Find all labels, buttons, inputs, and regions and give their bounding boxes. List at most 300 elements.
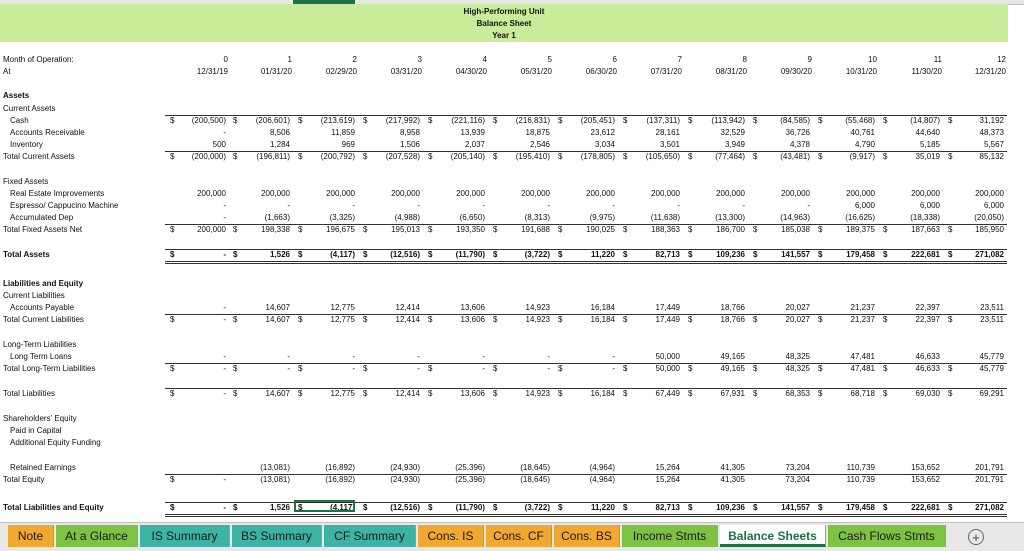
value-cell[interactable]: 68,718 xyxy=(850,389,875,398)
tab-income-stmts[interactable]: Income Stmts xyxy=(622,525,718,547)
currency-symbol: $ xyxy=(363,364,368,373)
value-cell[interactable]: - xyxy=(417,201,420,210)
value-cell[interactable]: 271,082 xyxy=(975,503,1004,512)
currency-symbol: $ xyxy=(558,250,563,259)
value-cell[interactable]: 5,567 xyxy=(983,140,1004,149)
value-cell[interactable]: 200,000 xyxy=(586,189,615,198)
value-cell[interactable]: 12,775 xyxy=(330,315,355,324)
value-cell[interactable]: 68,353 xyxy=(785,389,810,398)
value-cell[interactable]: 6,000 xyxy=(983,201,1004,210)
value-cell[interactable]: 15,264 xyxy=(655,475,680,484)
tab-cash-flows-stmts[interactable]: Cash Flows Stmts xyxy=(828,525,946,547)
value-cell[interactable]: 16,184 xyxy=(590,303,615,312)
value-cell[interactable]: (113,942) xyxy=(711,116,745,125)
value-cell[interactable]: 6,000 xyxy=(919,201,940,210)
value-cell[interactable]: (11,790) xyxy=(455,503,485,512)
value-cell[interactable]: 44,640 xyxy=(915,128,940,137)
currency-symbol: $ xyxy=(753,225,758,234)
value-cell[interactable]: 15,264 xyxy=(655,463,680,472)
value-cell[interactable]: 50,000 xyxy=(655,352,680,361)
value-cell[interactable]: (25,396) xyxy=(455,463,485,472)
value-cell[interactable]: 200,000 xyxy=(326,189,355,198)
period-date: 05/31/20 xyxy=(520,67,552,76)
value-cell[interactable]: 22,397 xyxy=(915,315,940,324)
value-cell[interactable]: 12,414 xyxy=(395,303,420,312)
value-cell[interactable]: 200,000 xyxy=(781,189,810,198)
value-cell[interactable]: 20,027 xyxy=(785,303,810,312)
value-cell[interactable]: 14,607 xyxy=(265,303,290,312)
value-cell[interactable]: 45,779 xyxy=(979,364,1004,373)
currency-symbol: $ xyxy=(753,389,758,398)
currency-symbol: $ xyxy=(298,225,303,234)
value-cell[interactable]: 188,363 xyxy=(651,225,680,234)
value-cell[interactable]: - xyxy=(287,352,290,361)
value-cell[interactable]: (16,625) xyxy=(845,213,875,222)
value-cell[interactable]: 45,779 xyxy=(979,352,1004,361)
value-cell[interactable]: (9,917) xyxy=(849,152,875,161)
tab-cons-is[interactable]: Cons. IS xyxy=(418,525,484,547)
month-number: 12 xyxy=(997,55,1006,64)
value-cell[interactable]: (213,619) xyxy=(320,116,355,125)
value-cell[interactable]: (55,468) xyxy=(845,116,875,125)
currency-symbol: $ xyxy=(883,315,888,324)
subtotal-rule xyxy=(165,249,1007,250)
value-cell[interactable]: - xyxy=(677,201,680,210)
at-label: At xyxy=(3,67,11,76)
value-cell[interactable]: 16,184 xyxy=(590,315,615,324)
value-cell[interactable]: (105,650) xyxy=(645,152,680,161)
period-date: 12/31/19 xyxy=(196,67,228,76)
value-cell[interactable]: 12,414 xyxy=(395,389,420,398)
value-cell[interactable]: 2,037 xyxy=(464,140,485,149)
value-cell[interactable]: (200,500) xyxy=(191,116,226,125)
value-cell[interactable]: 8,506 xyxy=(269,128,290,137)
tab-cons-cf[interactable]: Cons. CF xyxy=(486,525,552,547)
value-cell[interactable]: (200,792) xyxy=(320,152,355,161)
value-cell[interactable]: (11,790) xyxy=(455,250,485,259)
value-cell[interactable]: 1,526 xyxy=(269,250,290,259)
value-cell[interactable]: - xyxy=(612,364,615,373)
row-label: Long Term Loans xyxy=(10,352,72,361)
value-cell[interactable]: (137,311) xyxy=(646,116,680,125)
currency-symbol: $ xyxy=(363,503,368,512)
value-cell[interactable]: (20,050) xyxy=(974,213,1004,222)
spreadsheet-grid[interactable] xyxy=(0,42,1024,520)
value-cell[interactable]: 14,923 xyxy=(525,303,550,312)
value-cell[interactable]: 28,161 xyxy=(655,128,680,137)
currency-symbol: $ xyxy=(428,389,433,398)
value-cell[interactable]: 69,030 xyxy=(915,389,940,398)
value-cell[interactable]: (3,325) xyxy=(329,213,355,222)
value-cell[interactable]: (14,807) xyxy=(910,116,940,125)
period-date: 04/30/20 xyxy=(455,67,487,76)
value-cell[interactable]: 22,397 xyxy=(915,303,940,312)
table-row xyxy=(0,103,1010,115)
value-cell[interactable]: 40,761 xyxy=(850,128,875,137)
currency-symbol: $ xyxy=(363,116,368,125)
value-cell[interactable]: - xyxy=(742,201,745,210)
currency-symbol: $ xyxy=(428,503,433,512)
table-row xyxy=(0,474,1010,486)
value-cell[interactable]: 12,775 xyxy=(330,303,355,312)
value-cell[interactable]: (43,481) xyxy=(780,152,810,161)
value-cell[interactable]: (4,117) xyxy=(330,503,355,512)
value-cell[interactable]: (178,805) xyxy=(580,152,615,161)
table-row xyxy=(0,462,1010,474)
value-cell[interactable]: - xyxy=(352,364,355,373)
value-cell[interactable]: 200,000 xyxy=(651,189,680,198)
currency-symbol: $ xyxy=(298,389,303,398)
value-cell[interactable]: 32,529 xyxy=(720,128,745,137)
tab-bs-summary[interactable]: BS Summary xyxy=(232,525,322,547)
currency-symbol: $ xyxy=(688,152,693,161)
value-cell[interactable]: 36,726 xyxy=(785,128,810,137)
value-cell[interactable]: 14,923 xyxy=(525,315,550,324)
value-cell[interactable]: 14,607 xyxy=(265,315,290,324)
value-cell[interactable]: 41,305 xyxy=(720,475,745,484)
value-cell[interactable]: 48,325 xyxy=(785,364,810,373)
tab-cons-bs[interactable]: Cons. BS xyxy=(554,525,620,547)
value-cell[interactable]: (205,140) xyxy=(450,152,485,161)
value-cell[interactable]: - xyxy=(223,475,226,484)
value-cell[interactable]: (216,831) xyxy=(515,116,550,125)
value-cell[interactable]: 110,739 xyxy=(846,475,875,484)
table-row xyxy=(0,437,1010,449)
row-label: Cash xyxy=(10,116,29,125)
value-cell[interactable]: 12,775 xyxy=(330,389,355,398)
value-cell[interactable]: - xyxy=(223,503,226,512)
currency-symbol: $ xyxy=(623,364,628,373)
table-row xyxy=(0,413,1010,425)
value-cell[interactable]: - xyxy=(807,201,810,210)
value-cell[interactable]: 35,019 xyxy=(915,152,940,161)
value-cell[interactable]: 153,652 xyxy=(911,475,940,484)
row-label: Espresso/ Cappucino Machine xyxy=(10,201,119,210)
value-cell[interactable]: 13,606 xyxy=(460,389,485,398)
value-cell[interactable]: 200,000 xyxy=(261,189,290,198)
value-cell[interactable]: 185,950 xyxy=(975,225,1004,234)
value-cell[interactable]: 50,000 xyxy=(655,364,680,373)
value-cell[interactable]: 200,000 xyxy=(197,189,226,198)
value-cell[interactable]: (18,645) xyxy=(520,463,550,472)
value-cell[interactable]: 21,237 xyxy=(850,303,875,312)
currency-symbol: $ xyxy=(883,503,888,512)
value-cell[interactable]: 21,237 xyxy=(850,315,875,324)
period-date: 07/31/20 xyxy=(650,67,682,76)
value-cell[interactable]: - xyxy=(417,352,420,361)
currency-symbol: $ xyxy=(883,116,888,125)
value-cell[interactable]: 17,449 xyxy=(655,315,680,324)
value-cell[interactable]: (25,396) xyxy=(455,475,485,484)
month-number: 0 xyxy=(223,55,228,64)
tab-is-summary[interactable]: IS Summary xyxy=(140,525,230,547)
value-cell[interactable]: 200,000 xyxy=(197,225,226,234)
value-cell[interactable]: - xyxy=(223,389,226,398)
value-cell[interactable]: 8,958 xyxy=(399,128,420,137)
value-cell[interactable]: 18,766 xyxy=(720,315,745,324)
subtotal-rule xyxy=(165,363,1007,364)
value-cell[interactable]: (217,992) xyxy=(385,116,420,125)
value-cell[interactable] xyxy=(170,462,226,474)
tab-note[interactable]: Note xyxy=(8,525,54,547)
value-cell[interactable]: - xyxy=(547,364,550,373)
value-cell[interactable]: - xyxy=(287,201,290,210)
currency-symbol: $ xyxy=(428,315,433,324)
value-cell[interactable]: 198,338 xyxy=(261,225,290,234)
value-cell[interactable]: 31,192 xyxy=(979,116,1004,125)
value-cell[interactable]: - xyxy=(223,315,226,324)
row-label: Retained Earnings xyxy=(10,463,76,472)
value-cell[interactable]: - xyxy=(482,352,485,361)
value-cell[interactable]: 13,606 xyxy=(460,315,485,324)
value-cell[interactable]: 14,923 xyxy=(525,389,550,398)
currency-symbol: $ xyxy=(688,225,693,234)
currency-symbol: $ xyxy=(948,364,953,373)
value-cell[interactable]: 11,220 xyxy=(590,503,615,512)
value-cell[interactable]: 23,612 xyxy=(590,128,615,137)
value-cell[interactable]: 18,875 xyxy=(525,128,550,137)
value-cell[interactable]: 46,633 xyxy=(915,364,940,373)
value-cell[interactable]: (16,892) xyxy=(325,475,355,484)
currency-symbol: $ xyxy=(948,250,953,259)
value-cell[interactable]: 3,501 xyxy=(659,140,680,149)
value-cell[interactable]: 85,132 xyxy=(979,152,1004,161)
month-number: 3 xyxy=(417,55,422,64)
currency-symbol: $ xyxy=(298,116,303,125)
value-cell[interactable]: 13,606 xyxy=(460,303,485,312)
value-cell[interactable]: 49,165 xyxy=(720,352,745,361)
value-cell[interactable]: (205,451) xyxy=(580,116,615,125)
value-cell[interactable]: 186,700 xyxy=(716,225,745,234)
value-cell[interactable]: 110,739 xyxy=(846,463,875,472)
value-cell[interactable]: 200,000 xyxy=(456,189,485,198)
value-cell[interactable]: - xyxy=(417,364,420,373)
value-cell[interactable]: - xyxy=(547,352,550,361)
table-row xyxy=(0,188,1010,200)
value-cell[interactable]: 179,458 xyxy=(846,250,875,259)
tab-at-a-glance[interactable]: At a Glance xyxy=(56,525,138,547)
currency-symbol: $ xyxy=(493,152,498,161)
value-cell[interactable]: 271,082 xyxy=(975,250,1004,259)
value-cell[interactable]: 1,506 xyxy=(399,140,420,149)
value-cell[interactable]: (4,117) xyxy=(330,250,355,259)
value-cell[interactable]: 1,526 xyxy=(269,503,290,512)
period-date: 06/30/20 xyxy=(585,67,617,76)
value-cell[interactable]: 47,481 xyxy=(850,364,875,373)
row-label: Fixed Assets xyxy=(3,177,49,186)
value-cell[interactable]: 1,284 xyxy=(269,140,290,149)
value-cell[interactable]: 5,185 xyxy=(919,140,940,149)
currency-symbol: $ xyxy=(623,315,628,324)
value-cell[interactable]: 191,688 xyxy=(521,225,550,234)
value-cell[interactable]: 14,607 xyxy=(265,389,290,398)
value-cell[interactable]: 3,034 xyxy=(594,140,615,149)
value-cell[interactable]: (221,116) xyxy=(451,116,485,125)
value-cell[interactable]: 13,939 xyxy=(460,128,485,137)
value-cell[interactable]: (6,650) xyxy=(459,213,485,222)
value-cell[interactable]: 47,481 xyxy=(850,352,875,361)
value-cell[interactable]: (4,988) xyxy=(394,213,420,222)
value-cell[interactable]: - xyxy=(482,201,485,210)
value-cell[interactable]: (9,975) xyxy=(589,213,615,222)
value-cell[interactable]: 69,291 xyxy=(979,389,1004,398)
value-cell[interactable]: (24,930) xyxy=(390,475,420,484)
value-cell[interactable]: (12,516) xyxy=(390,250,420,259)
value-cell[interactable]: 179,458 xyxy=(846,503,875,512)
value-cell[interactable]: 67,931 xyxy=(720,389,745,398)
value-cell[interactable]: 17,449 xyxy=(655,303,680,312)
value-cell[interactable]: 109,236 xyxy=(716,250,745,259)
value-cell[interactable]: (12,516) xyxy=(390,503,420,512)
value-cell[interactable]: (196,811) xyxy=(256,152,290,161)
double-underline xyxy=(165,516,1007,517)
value-cell[interactable]: (18,645) xyxy=(520,475,550,484)
value-cell[interactable]: 49,165 xyxy=(720,364,745,373)
value-cell[interactable]: (24,930) xyxy=(390,463,420,472)
value-cell[interactable]: 82,713 xyxy=(655,503,680,512)
value-cell[interactable]: 187,663 xyxy=(911,225,940,234)
value-cell[interactable]: 969 xyxy=(341,140,355,149)
value-cell[interactable]: (13,300) xyxy=(715,213,745,222)
value-cell[interactable]: - xyxy=(223,352,226,361)
value-cell[interactable]: 48,325 xyxy=(785,352,810,361)
value-cell[interactable]: 6,000 xyxy=(854,201,875,210)
value-cell[interactable]: 11,220 xyxy=(590,250,615,259)
value-cell[interactable]: - xyxy=(612,352,615,361)
currency-symbol: $ xyxy=(428,116,433,125)
value-cell[interactable]: 200,000 xyxy=(391,189,420,198)
value-cell[interactable]: (8,313) xyxy=(524,213,550,222)
value-cell[interactable]: 200,000 xyxy=(846,189,875,198)
currency-symbol: $ xyxy=(170,225,175,234)
value-cell[interactable]: 16,184 xyxy=(590,389,615,398)
value-cell[interactable]: 189,375 xyxy=(846,225,875,234)
table-row xyxy=(0,278,1010,290)
value-cell[interactable]: - xyxy=(547,201,550,210)
value-cell[interactable]: 20,027 xyxy=(785,315,810,324)
value-cell[interactable]: 500 xyxy=(212,140,226,149)
value-cell[interactable]: 201,791 xyxy=(975,475,1004,484)
value-cell[interactable]: - xyxy=(482,364,485,373)
value-cell[interactable]: - xyxy=(352,352,355,361)
value-cell[interactable]: - xyxy=(223,201,226,210)
value-cell[interactable]: (18,338) xyxy=(910,213,940,222)
value-cell[interactable]: (77,464) xyxy=(715,152,745,161)
tab-cf-summary[interactable]: CF Summary xyxy=(324,525,416,547)
value-cell[interactable]: 23,511 xyxy=(980,303,1004,312)
value-cell[interactable]: - xyxy=(223,303,226,312)
value-cell[interactable]: (11,638) xyxy=(650,213,680,222)
value-cell[interactable]: 46,633 xyxy=(915,352,940,361)
value-cell[interactable]: 109,236 xyxy=(716,503,745,512)
value-cell[interactable]: 82,713 xyxy=(655,250,680,259)
double-underline xyxy=(165,514,1007,515)
value-cell[interactable]: 48,373 xyxy=(979,128,1004,137)
currency-symbol: $ xyxy=(753,315,758,324)
currency-symbol: $ xyxy=(428,225,433,234)
value-cell[interactable]: (200,000) xyxy=(191,152,226,161)
value-cell[interactable]: 200,000 xyxy=(911,189,940,198)
table-row xyxy=(0,388,1010,400)
value-cell[interactable]: 190,025 xyxy=(586,225,615,234)
value-cell[interactable]: (14,963) xyxy=(780,213,810,222)
row-label: Total Long-Term Liabilities xyxy=(3,364,96,373)
value-cell[interactable]: 18,766 xyxy=(720,303,745,312)
currency-symbol: $ xyxy=(298,250,303,259)
value-cell[interactable]: 3,949 xyxy=(724,140,745,149)
value-cell[interactable]: 4,378 xyxy=(789,140,810,149)
value-cell[interactable]: (13,081) xyxy=(260,463,290,472)
value-cell[interactable]: 222,681 xyxy=(911,250,940,259)
currency-symbol: $ xyxy=(558,315,563,324)
value-cell[interactable]: (84,585) xyxy=(780,116,810,125)
value-cell[interactable]: 11,859 xyxy=(331,128,355,137)
value-cell[interactable]: (16,892) xyxy=(325,463,355,472)
value-cell[interactable]: 73,204 xyxy=(785,463,810,472)
value-cell[interactable]: 195,013 xyxy=(391,225,420,234)
value-cell[interactable]: (195,410) xyxy=(515,152,550,161)
value-cell[interactable]: 193,350 xyxy=(456,225,485,234)
value-cell[interactable]: - xyxy=(612,201,615,210)
table-row xyxy=(0,302,1010,314)
value-cell[interactable]: (3,722) xyxy=(524,250,550,259)
value-cell[interactable]: - xyxy=(352,201,355,210)
value-cell[interactable]: 222,681 xyxy=(911,503,940,512)
value-cell[interactable]: 141,557 xyxy=(781,250,810,259)
value-cell[interactable]: 4,790 xyxy=(854,140,875,149)
value-cell[interactable]: 2,546 xyxy=(529,140,550,149)
value-cell[interactable]: 141,557 xyxy=(781,503,810,512)
value-cell[interactable]: 185,038 xyxy=(781,225,810,234)
value-cell[interactable]: - xyxy=(223,213,226,222)
value-cell[interactable]: 73,204 xyxy=(785,475,810,484)
value-cell[interactable]: (4,964) xyxy=(589,463,615,472)
value-cell[interactable]: - xyxy=(287,364,290,373)
row-label: Total Liabilities and Equity xyxy=(3,503,104,512)
currency-symbol: $ xyxy=(753,250,758,259)
value-cell[interactable]: - xyxy=(223,128,226,137)
row-label: Current Assets xyxy=(3,104,56,113)
value-cell[interactable]: 200,000 xyxy=(521,189,550,198)
value-cell[interactable]: 196,675 xyxy=(326,225,355,234)
sheet-tab-bar xyxy=(0,522,1024,551)
active-cell-cursor[interactable] xyxy=(294,500,355,512)
value-cell[interactable]: - xyxy=(223,250,226,259)
value-cell[interactable]: (13,081) xyxy=(260,475,290,484)
value-cell[interactable]: (206,601) xyxy=(255,116,290,125)
currency-symbol: $ xyxy=(493,389,498,398)
tab-balance-sheets[interactable]: Balance Sheets xyxy=(720,525,826,547)
currency-symbol: $ xyxy=(233,315,238,324)
value-cell[interactable]: - xyxy=(223,364,226,373)
value-cell[interactable]: 12,414 xyxy=(395,315,420,324)
value-cell[interactable]: 41,305 xyxy=(720,463,745,472)
plus-circle-icon[interactable]: + xyxy=(968,529,984,545)
value-cell[interactable]: 153,652 xyxy=(911,463,940,472)
value-cell[interactable]: (4,964) xyxy=(589,475,615,484)
value-cell[interactable]: 201,791 xyxy=(975,463,1004,472)
subtotal-rule xyxy=(165,151,1007,152)
value-cell[interactable]: 200,000 xyxy=(716,189,745,198)
value-cell[interactable]: (207,528) xyxy=(385,152,420,161)
value-cell[interactable]: (1,663) xyxy=(264,213,290,222)
value-cell[interactable]: (3,722) xyxy=(524,503,550,512)
value-cell[interactable]: 200,000 xyxy=(975,189,1004,198)
value-cell[interactable]: 67,449 xyxy=(655,389,680,398)
value-cell[interactable]: 23,511 xyxy=(980,315,1004,324)
currency-symbol: $ xyxy=(558,225,563,234)
currency-symbol: $ xyxy=(170,475,175,484)
